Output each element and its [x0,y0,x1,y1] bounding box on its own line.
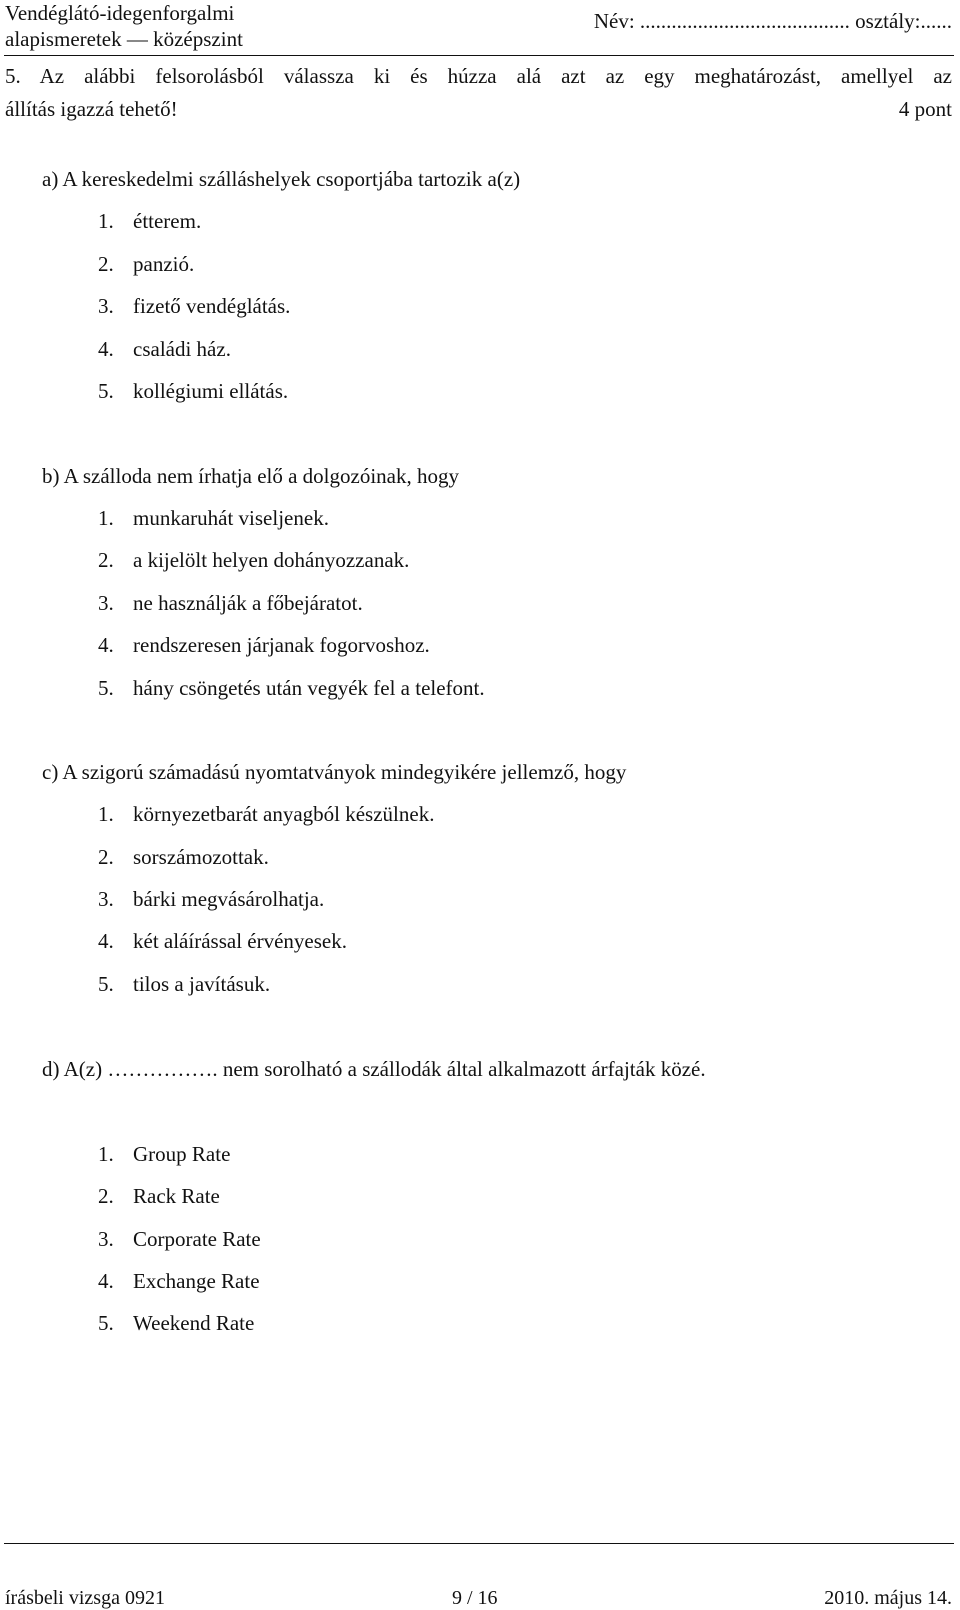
part-d-option-4: 4. Exchange Rate [98,1269,260,1293]
part-a-stem: a) A kereskedelmi szálláshelyek csoportjába tartozik a(z) [42,167,521,191]
part-d-option-1: 1. Group Rate [98,1142,231,1166]
header-subject-line1: Vendéglátó-idegenforgalmi [5,1,235,25]
part-b-stem: b) A szálloda nem írhatja elő a dolgozóinak, hogy [42,464,459,488]
part-d-stem [42,1057,706,1082]
header-subject-line2: alapismeretek — középszint [5,27,243,51]
page-header-title [5,0,243,52]
part-c-option-2: 2. sorszámozottak. [98,845,269,869]
part-a-option-2: 2. panzió. [98,252,195,276]
part-d-option-2: 2. Rack Rate [98,1184,220,1208]
footer-divider [4,1543,954,1544]
part-a-option-1: 1. étterem. [98,209,202,233]
part-b-option-3: 3. ne használják a főbejáratot. [98,591,363,615]
part-b-option-2: 2. a kijelölt helyen dohányozzanak. [98,548,410,572]
part-a-option-3: 3. fizető vendéglátás. [98,294,291,318]
part-c-option-3: 3. bárki megvásárolhatja. [98,887,325,911]
part-c-option-1: 1. környezetbarát anyagból készülnek. [98,802,435,826]
question-text-line1: 5. Az alábbi felsorolásból válassza ki és húzza alá azt az egy meghatározást, amellyel az [5,64,952,88]
part-b-option-4: 4. rendszeresen járjanak fogorvoshoz. [98,633,430,657]
part-c-stem: c) A szigorú számadású nyomtatványok mindegyikére jellemző, hogy [42,760,627,784]
part-b-option-1: 1. munkaruhát viseljenek. [98,506,329,530]
part-d-stem-prefix: d) A(z) [42,1057,103,1081]
header-divider [4,55,954,56]
part-a-option-5: 5. kollégiumi ellátás. [98,379,289,403]
question-text-line2: állítás igazzá tehető! [5,97,178,121]
part-c-option-5: 5. tilos a javításuk. [98,972,271,996]
part-d-option-3: 3. Corporate Rate [98,1227,261,1251]
footer-date: 2010. május 14. [824,1587,952,1609]
part-d-stem-suffix: nem sorolható a szállodák által alkalmazott árfajták közé. [222,1057,706,1081]
part-c-option-4: 4. két aláírással érvényesek. [98,929,347,953]
header-name-field: Név: ........................................ osztály:...... [593,9,952,33]
footer-exam-code: írásbeli vizsga 0921 [5,1587,165,1609]
footer-page-number: 9 / 16 [452,1587,498,1609]
question-points: 4 pont [898,97,952,121]
part-b-option-5: 5. hány csöngetés után vegyék fel a telefont. [98,676,485,700]
part-a-option-4: 4. családi ház. [98,337,231,361]
part-d-option-5: 5. Weekend Rate [98,1311,255,1335]
part-d-blank: ……………. [107,1057,218,1081]
